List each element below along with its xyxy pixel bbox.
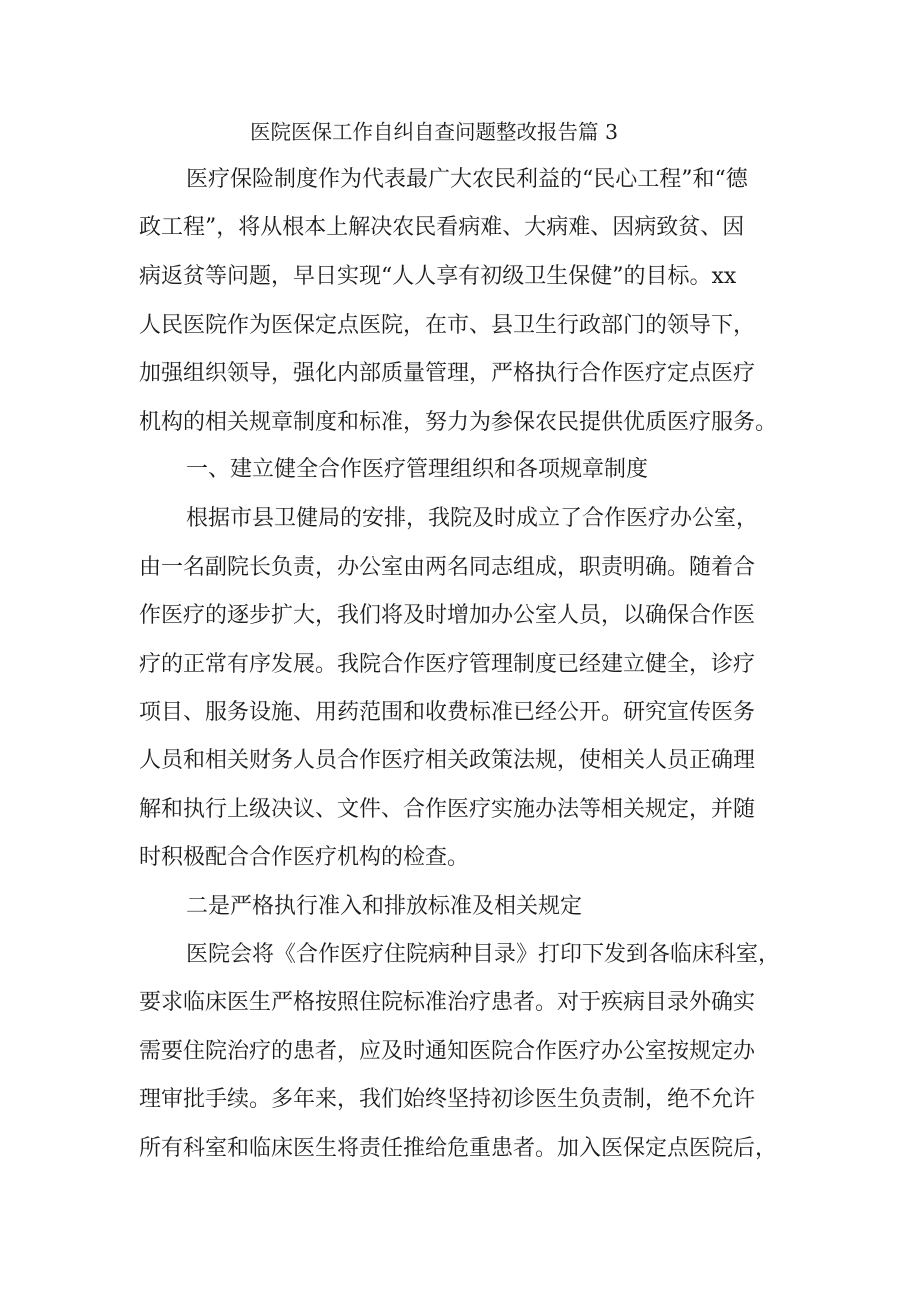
paragraph-2-line-5: 项目、服务设施、用药范围和收费标准已经公开。研究宣传医务 (139, 700, 756, 725)
paragraph-2-line-2: 由一名副院长负责，办公室由两名同志组成，职责明确。随着合 (139, 555, 756, 580)
paragraph-3-line-1: 医院会将《合作医疗住院病种目录》打印下发到各临床科室， (186, 942, 781, 967)
paragraph-2-line-7: 解和执行上级决议、文件、合作医疗实施办法等相关规定，并随 (139, 797, 756, 822)
paragraph-1-line-3: 病返贫等问题，早日实现“人人享有初级卫生保健”的目标。xx (139, 264, 737, 289)
paragraph-1-line-6: 机构的相关规章制度和标准，努力为参保农民提供优质医疗服务。 (139, 410, 778, 435)
section-heading-1: 一、建立健全合作医疗管理组织和各项规章制度 (186, 457, 649, 482)
document-title: 医院医保工作自纠自查问题整改报告篇 3 (250, 120, 619, 144)
paragraph-3-line-3: 需要住院治疗的患者，应及时通知医院合作医疗办公室按规定办 (139, 1039, 756, 1064)
paragraph-2-line-3: 作医疗的逐步扩大，我们将及时增加办公室人员，以确保合作医 (139, 603, 756, 628)
paragraph-2-line-4: 疗的正常有序发展。我院合作医疗管理制度已经建立健全，诊疗 (139, 652, 756, 677)
paragraph-1-line-4: 人民医院作为医保定点医院，在市、县卫生行政部门的领导下， (139, 313, 756, 338)
paragraph-1-line-2: 政工程”，将从根本上解决农民看病难、大病难、因病致贫、因 (139, 215, 745, 240)
paragraph-2-line-8: 时积极配合合作医疗机构的检查。 (139, 845, 470, 870)
paragraph-3-line-5: 所有科室和临床医生将责任推给危重患者。加入医保定点医院后， (139, 1136, 778, 1161)
paragraph-3-line-4: 理审批手续。多年来，我们始终坚持初诊医生负责制，绝不允许 (139, 1087, 756, 1112)
section-heading-2: 二是严格执行准入和排放标准及相关规定 (186, 894, 583, 919)
paragraph-2-line-6: 人员和相关财务人员合作医疗相关政策法规，使相关人员正确理 (139, 748, 756, 773)
paragraph-2-line-1: 根据市县卫健局的安排，我院及时成立了合作医疗办公室， (186, 506, 759, 531)
paragraph-3-line-2: 要求临床医生严格按照住院标准治疗患者。对于疾病目录外确实 (139, 990, 756, 1015)
paragraph-1-line-1: 医疗保险制度作为代表最广大农民利益的“民心工程”和“德 (186, 167, 748, 192)
paragraph-1-line-5: 加强组织领导，强化内部质量管理，严格执行合作医疗定点医疗 (139, 361, 756, 386)
